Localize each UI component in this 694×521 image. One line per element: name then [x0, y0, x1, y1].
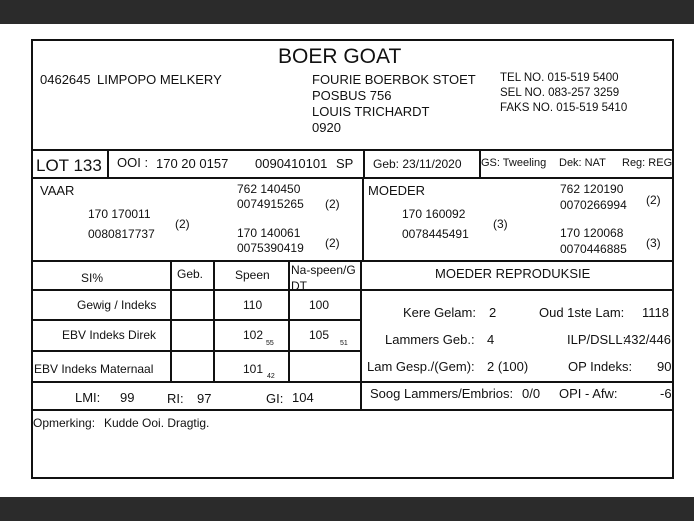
seller-code: 0462645: [40, 72, 91, 87]
si-row-speen: 101: [243, 362, 264, 376]
soog-value: 0/0: [522, 386, 541, 401]
moeder-label: MOEDER: [368, 183, 426, 198]
lam-gesp-label: Lam Gesp./(Gem):: [367, 359, 475, 374]
kere-gelam-label: Kere Gelam:: [403, 305, 476, 320]
bottom-frame-bar: [0, 497, 694, 521]
divider-lot-row: [33, 177, 672, 179]
vaar-number: 170 170011: [88, 207, 151, 221]
opi-label: OPI - Afw:: [559, 386, 618, 401]
birth-date: Geb: 23/11/2020: [373, 157, 462, 171]
ooi-number: 170 20 0157: [156, 156, 229, 171]
divider-pedigree: [362, 179, 364, 260]
moeder-sire-number: 762 120190: [560, 182, 624, 196]
faks-number: FAKS NO. 015-519 5410: [500, 102, 628, 114]
si-row-rule-2: [33, 350, 360, 352]
oud-lam-value: 1118: [642, 305, 669, 320]
divider-opmerking: [33, 409, 672, 411]
si-row-label: EBV Indeks Direk: [62, 328, 157, 342]
ooi-id: 0090410101: [255, 156, 328, 171]
divider-lot: [107, 151, 109, 177]
gi-label: GI:: [266, 391, 284, 406]
ooi-tag: SP: [336, 156, 354, 171]
divider-ooi: [363, 151, 365, 177]
opmerking-text: Kudde Ooi. Dragtig.: [104, 416, 210, 430]
kere-gelam-value: 2: [489, 305, 497, 320]
si-header-naspeen: Na-speen/GDT: [291, 263, 356, 293]
ri-value: 97: [197, 391, 212, 406]
si-row-naspeen-sub: 51: [340, 340, 348, 347]
lmi-label: LMI:: [75, 390, 101, 405]
gi-value: 104: [292, 390, 314, 405]
si-row-label: Gewig / Indeks: [77, 298, 157, 312]
op-indeks-label: OP Indeks:: [568, 359, 633, 374]
dek-status: Dek: NAT: [559, 157, 606, 169]
vaar-dam-id: 0075390419: [237, 241, 304, 255]
lot-card: [31, 39, 674, 479]
ilp-label: ILP/DSLL:: [567, 332, 627, 347]
moeder-count: (3): [493, 217, 508, 231]
ooi-label: OOI :: [117, 155, 149, 170]
opi-value: -6: [660, 386, 672, 401]
si-header-si: SI%: [81, 271, 104, 285]
oud-lam-label: Oud 1ste Lam:: [539, 305, 625, 320]
card-title: BOER GOAT: [278, 45, 402, 68]
divider-header: [33, 149, 672, 151]
tel-number: TEL NO. 015-519 5400: [500, 72, 619, 84]
moeder-dam-count: (3): [646, 236, 661, 250]
si-col-2: [213, 262, 215, 381]
vaar-dam-number: 170 140061: [237, 226, 301, 240]
opmerking-label: Opmerking:: [33, 416, 96, 430]
si-row-speen-sub: 55: [266, 340, 274, 347]
vaar-sire-number: 762 140450: [237, 182, 301, 196]
si-row-rule-1: [33, 319, 360, 321]
si-row-label: EBV Indeks Maternaal: [34, 362, 154, 376]
si-bottom-rule: [33, 381, 672, 383]
ri-label: RI:: [167, 391, 184, 406]
lmi-value: 99: [120, 390, 135, 405]
si-row-naspeen: 100: [309, 298, 330, 312]
si-row-naspeen: 105: [309, 328, 330, 342]
op-indeks-value: 90: [657, 359, 672, 374]
moeder-dam-id: 0070446885: [560, 242, 627, 256]
si-row-speen: 102: [243, 328, 264, 342]
si-col-1: [170, 262, 172, 381]
vaar-count: (2): [175, 217, 190, 231]
si-header-geb: Geb.: [177, 267, 204, 281]
lammers-geb-label: Lammers Geb.:: [385, 332, 475, 347]
reproduksie-title: MOEDER REPRODUKSIE: [435, 266, 591, 281]
vaar-id: 0080817737: [88, 227, 155, 241]
lam-gesp-value: 2 (100): [487, 359, 529, 374]
moeder-sire-count: (2): [646, 193, 661, 207]
lammers-geb-value: 4: [487, 332, 495, 347]
si-row-speen-sub: 42: [267, 373, 275, 380]
vaar-sire-count: (2): [325, 197, 340, 211]
sel-number: SEL NO. 083-257 3259: [500, 87, 620, 99]
moeder-sire-id: 0070266994: [560, 198, 627, 212]
seller-name: LIMPOPO MELKERY: [97, 72, 222, 87]
reg-status: Reg: REG: [622, 157, 673, 169]
divider-indices: [360, 381, 362, 409]
breeder-address-3: 0920: [312, 120, 341, 135]
ilp-value: 432/446: [624, 332, 671, 347]
breeder-name: FOURIE BOERBOK STOET: [312, 72, 476, 87]
breeder-address-1: POSBUS 756: [312, 88, 392, 103]
si-col-3: [288, 262, 290, 381]
moeder-dam-number: 170 120068: [560, 226, 624, 240]
vaar-sire-id: 0074915265: [237, 197, 304, 211]
lot-number: LOT 133: [36, 156, 102, 175]
gs-status: GS: Tweeling: [481, 157, 547, 169]
top-frame-bar: [0, 0, 694, 24]
moeder-number: 170 160092: [402, 207, 466, 221]
vaar-dam-count: (2): [325, 236, 340, 250]
breeder-address-2: LOUIS TRICHARDT: [312, 104, 430, 119]
moeder-id: 0078445491: [402, 227, 469, 241]
soog-label: Soog Lammers/Embrios:: [370, 386, 514, 401]
si-row-speen: 110: [243, 298, 263, 312]
vaar-label: VAAR: [40, 183, 75, 198]
si-header-speen: Speen: [235, 268, 270, 282]
